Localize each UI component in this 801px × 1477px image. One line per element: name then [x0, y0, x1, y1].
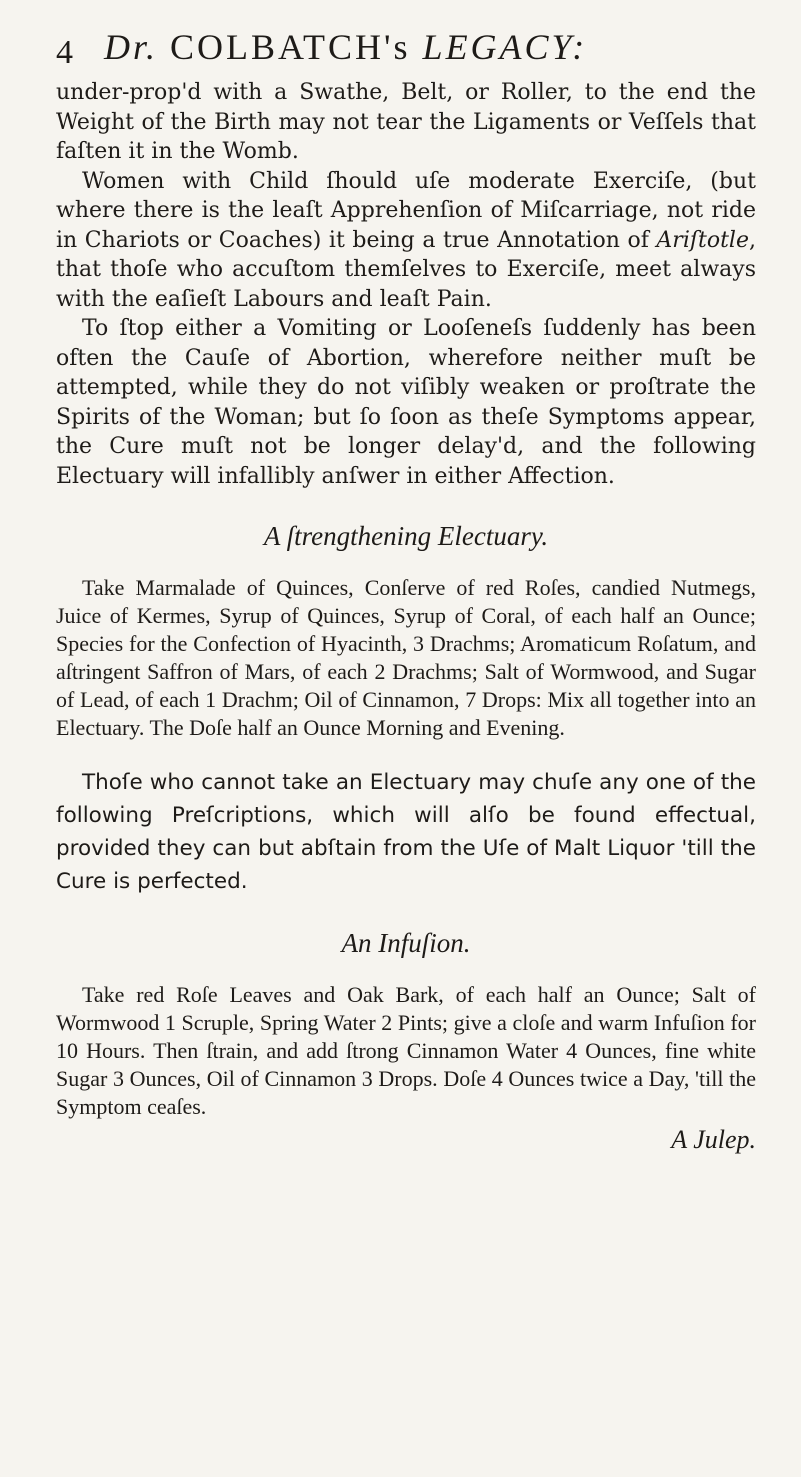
running-head [104, 26, 587, 68]
paragraph-exercise [56, 167, 756, 315]
electuary-recipe: Take Marmalade of Quinces, Conſerve of red Roſes, candied Nutmegs, Juice of Kermes, Syrup of Quinces, Syrup of Coral, of each half an Ounce; Species for the Confection of Hyacinth, 3 Drachms; Aromaticum Roſatum, and aſtringent Saffron of Mars, of each 2 Drachms; Salt of Wormwood, and Sugar of Lead, of each 1 Drachm; Oil of Cinnamon, 7 Drops: Mix all together into an Electuary. The Doſe half an Ounce Morning and Evening. [56, 575, 756, 740]
aristotle-citation: Ariſtotle [656, 227, 749, 253]
paragraph-vomiting: To ſtop either a Vomiting or Looſeneſs ſuddenly has been often the Cauſe of Abortion, wherefore neither muſt be attempted, while they do not viſibly weaken or proſtrate the Spirits of the Woman; but ſo ſoon as theſe Symptoms appear, the Cure muſt not be longer delay'd, and the following Electuary will infallibly anſwer in either Affection. [56, 316, 756, 489]
infusion-heading: An Infuſion. [341, 928, 471, 958]
page-number: 4 [56, 34, 73, 71]
running-head-title-prefix: Dr. [104, 27, 159, 67]
catchword: A Julep. [671, 1125, 756, 1154]
page-header [56, 20, 756, 78]
book-page [56, 20, 756, 1155]
paragraph-alternatives: Thoſe who cannot take an Electuary may chuſe any one of the following Preſcriptions, which will alſo be found effectual, provided they can but abſtain from the Uſe of Malt Liquor 'till the Cure is perfected. [56, 770, 756, 894]
running-head-author: COLBATCH's [158, 27, 423, 67]
electuary-heading: A ſtrengthening Electuary. [263, 521, 549, 551]
paragraph-swathe: under-prop'd with a Swathe, Belt, or Roller, to the end the Weight of the Birth may not tear the Ligaments or Veſſels that faſten it in the Womb. [56, 80, 756, 164]
running-head-work: LEGACY: [422, 27, 588, 67]
paragraph-exercise-part-1: Women with Child ſhould uſe moderate Exerciſe, (but where there is the leaſt Apprehenſion of Miſcarriage, not ride in Chariots or Coaches) it being a true Annotation of [56, 168, 756, 253]
infusion-recipe: Take red Roſe Leaves and Oak Bark, of each half an Ounce; Salt of Wormwood 1 Scruple, Spring Water 2 Pints; give a cloſe and warm Infuſion for 10 Hours. Then ſtrain, and add ſtrong Cinnamon Water 4 Ounces, fine white Sugar 3 Ounces, Oil of Cinnamon 3 Drops. Doſe 4 Ounces twice a Day, 'till the Symptom ceaſes. [56, 982, 756, 1119]
paragraph-exercise-part-2: , that thoſe who accuſtom themſelves to Exerciſe, meet always with the eaſieſt Labours and leaſt Pain. [56, 227, 756, 312]
